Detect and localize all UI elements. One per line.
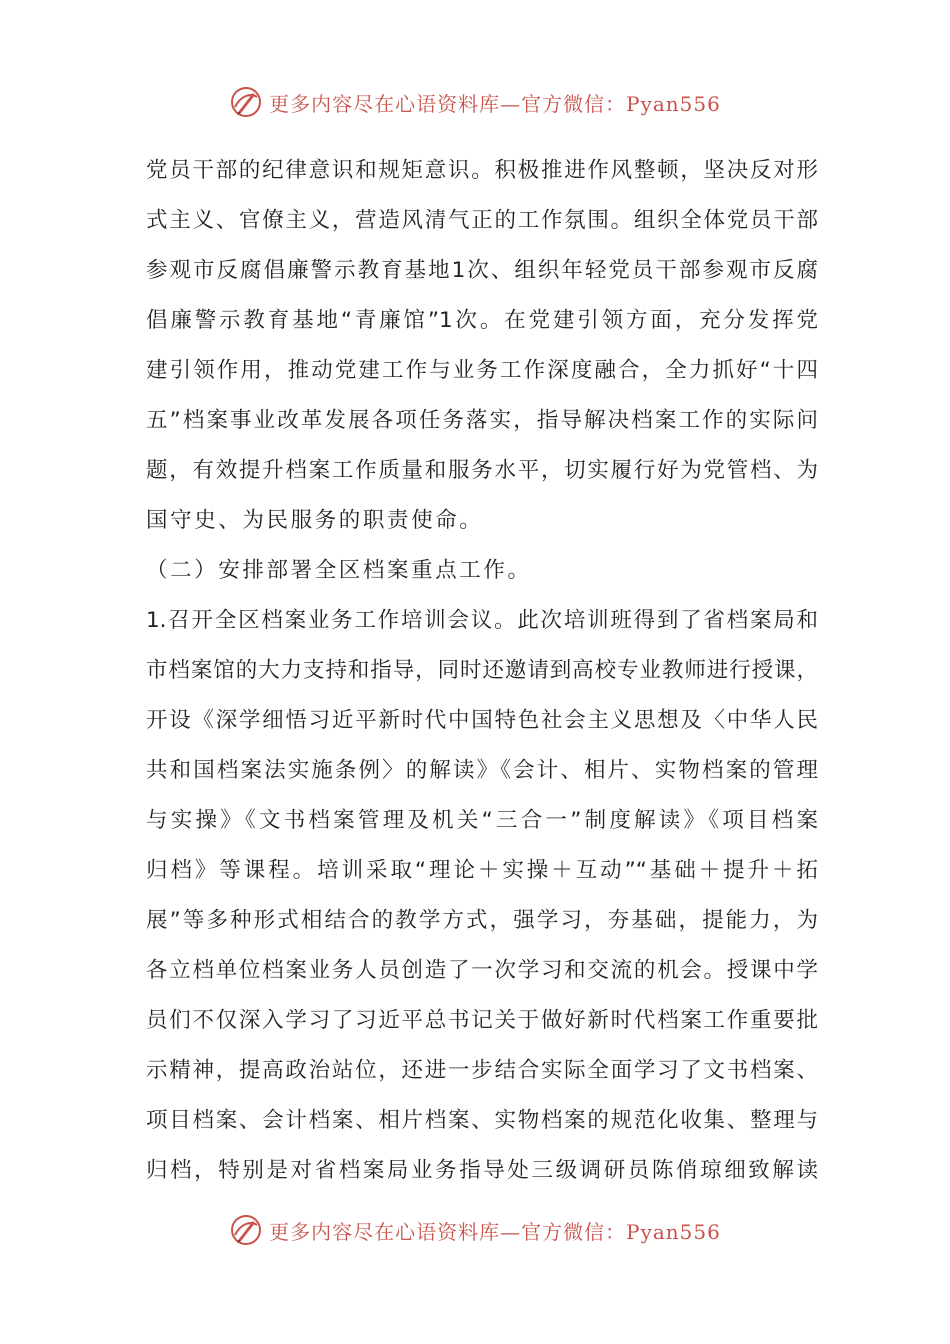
body-line: 建引领作用，推动党建工作与业务工作深度融合，全力抓好“十四 [146,358,818,383]
body-line: 员们不仅深入学习了习近平总书记关于做好新时代档案工作重要批 [146,1008,818,1033]
body-line: 党员干部的纪律意识和规矩意识。积极推进作风整顿，坚决反对形 [146,158,818,183]
body-line: 倡廉警示教育基地“青廉馆”1次。在党建引领方面，充分发挥党 [146,308,818,333]
body-line: 开设《深学细悟习近平新时代中国特色社会主义思想及〈中华人民 [146,708,818,733]
body-line: 国守史、为民服务的职责使命。 [146,508,484,533]
body-line: 与实操》《文书档案管理及机关“三合一”制度解读》《项目档案 [146,808,818,833]
body-line: 各立档单位档案业务人员创造了一次学习和交流的机会。授课中学 [146,958,818,983]
watermark-text: 更多内容尽在心语资料库—官方微信：Pyan556 [269,91,721,116]
body-line: 1.召开全区档案业务工作培训会议。此次培训班得到了省档案局和 [146,608,818,633]
section-heading: （二）安排部署全区档案重点工作。 [146,558,532,583]
body-line: 示精神，提高政治站位，还进一步结合实际全面学习了文书档案、 [146,1058,818,1083]
body-line: 题，有效提升档案工作质量和服务水平，切实履行好为党管档、为 [146,458,818,483]
body-line: 归档，特别是对省档案局业务指导处三级调研员陈俏琼细致解读 [146,1158,818,1183]
body-line: 归档》等课程。培训采取“理论＋实操＋互动”“基础＋提升＋拓 [146,858,818,883]
pen-swirl-logo-icon [229,85,263,119]
body-line: 式主义、官僚主义，营造风清气正的工作氛围。组织全体党员干部 [146,208,818,233]
body-line: 参观市反腐倡廉警示教育基地1次、组织年轻党员干部参观市反腐 [146,258,818,283]
body-line: 展”等多种形式相结合的教学方式，强学习，夯基础，提能力，为 [146,908,818,933]
body-line: 项目档案、会计档案、相片档案、实物档案的规范化收集、整理与 [146,1108,818,1133]
header-watermark [0,82,950,122]
document-body [146,146,818,1196]
body-line: 五”档案事业改革发展各项任务落实，指导解决档案工作的实际问 [146,408,818,433]
body-line: 市档案馆的大力支持和指导，同时还邀请到高校专业教师进行授课， [146,658,818,683]
pen-swirl-logo-icon [229,1213,263,1247]
footer-watermark [0,1210,950,1250]
body-line: 共和国档案法实施条例〉的解读》《会计、相片、实物档案的管理 [146,758,818,783]
watermark-text: 更多内容尽在心语资料库—官方微信：Pyan556 [269,1219,721,1244]
